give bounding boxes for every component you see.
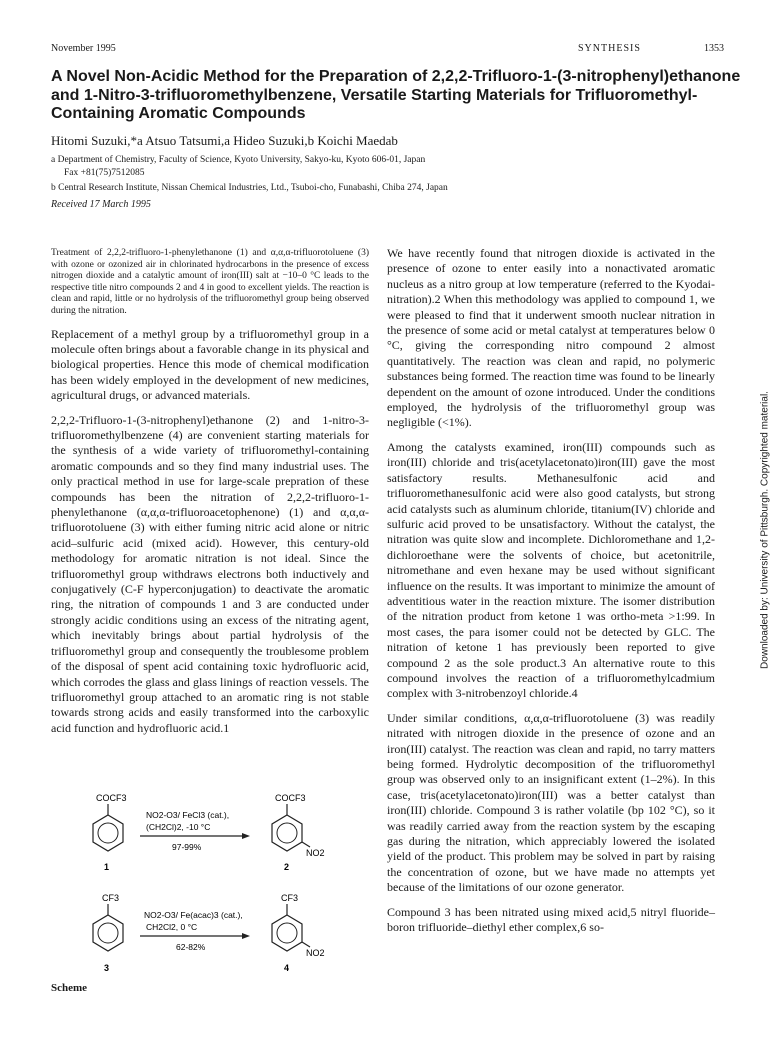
compound-2-nitro: NO2 [306,848,325,858]
affiliation-a: a Department of Chemistry, Faculty of Science, Kyoto University, Sakyo-ku, Kyoto 606-01, Japan [51,155,426,165]
author-list: Hitomi Suzuki,*a Atsuo Tatsumi,a Hideo Suzuki,b Koichi Maedab [51,133,398,148]
compound-1-number: 1 [104,862,110,872]
paragraph-background: 2,2,2-Trifluoro-1-(3-nitrophenyl)ethanone (2) and 1-nitro-3-trifluoromethylbenzene (4) are convenient starting materials for the synthesis of a wide variety of trifluoromethyl-containing aromatic compounds and so they find many industrial uses. The only practical method in use for large-scale prepration of these compounds has been the nitration of 2,2,2-trifluoro-1-phenylethanone (α,α,α-trifluoroacetophenone) (1) and α,α,α-trifluorotoluene (3) with either fuming nitric acid alone or nitric acid–sulfuric acid (mixed acid). However, this century-old methodology for aromatic nitration is not ideal. Since the trifluoromethyl group withdraws electrons both inductively and conjugatively (C-F hyperconjugation) to deactivate the aromatic ring, the nitration of compounds 1 and 3 are conducted under strongly acidic conditions using an excess of the nitrating agent, which inevitably brings about partial hydrolysis of the trifluoromethyl group and consequently the troublesome problem of the disposal of spent acid containing toxic hydrofluoric acid, which corrodes the glass and glass linings of reaction vessels. The trifluoromethyl group attached to an aromatic ring is not stable towards strong acids and easily transformed into the carboxylic acid function and hydrofluoric acid.1 [51,412,369,735]
reaction-scheme [60,790,370,980]
paragraph-intro: Replacement of a methyl group by a trifluoromethyl group in a molecule often brings about a favorable change in its physical and biological properties. Hence this mode of chemical modification has been widely employed in the development of new medicines, agricultural drugs, or advanced materials. [51,326,369,403]
scheme-label: Scheme [51,982,88,994]
header-date: November 1995 [51,43,116,54]
reaction-2-condition-reagents: NO2-O3/ Fe(acac)3 (cat.), [144,910,243,920]
compound-2-structure [272,793,325,872]
compound-4-substituent: CF3 [281,893,299,903]
compound-1-structure [93,793,127,872]
header-journal: SYNTHESIS [578,43,641,54]
compound-2-number: 2 [284,862,290,872]
download-notice [752,360,778,700]
download-notice-text: Downloaded by: University of Pittsburgh. Copyrighted material. [759,391,771,669]
compound-4-number: 4 [284,963,290,973]
compound-3-structure [93,893,123,973]
reaction-1-condition-reagents: NO2-O3/ FeCl3 (cat.), [146,810,230,820]
reaction-1-yield: 97-99% [172,842,202,852]
reaction-2-yield: 62-82% [176,942,206,952]
right-column [387,246,715,935]
compound-1-substituent: COCF3 [96,793,127,803]
arrowhead-1 [242,833,250,839]
compound-4-nitro: NO2 [306,948,325,958]
affiliation-b: b Central Research Institute, Nissan Chemical Industries, Ltd., Tsuboi-cho, Funabashi, Chiba 274, Japan [51,183,448,193]
left-column [51,248,369,745]
article-title: A Novel Non-Acidic Method for the Preparation of 2,2,2-Trifluoro-1-(3-nitrophenyl)ethanone and 1-Nitro-3-trifluoromethylbenzene, Versatile Starting Materials for Trifluoromethyl-Containing Aromatic Compounds [51,68,741,122]
compound-2-substituent: COCF3 [275,793,306,803]
paragraph-prior-nitration: Compound 3 has been nitrated using mixed acid,5 nitryl fluoride–boron trifluoride–diethyl ether complex,6 so- [387,904,715,935]
fax-number: Fax +81(75)7512085 [64,168,145,178]
arrowhead-2 [242,933,250,939]
reaction-2-condition-solvent: CH2Cl2, 0 °C [146,922,198,932]
reaction-1-condition-solvent: (CH2Cl)2, -10 °C [146,822,211,832]
received-date: Received 17 March 1995 [51,199,151,210]
compound-3-substituent: CF3 [102,893,120,903]
compound-3-number: 3 [104,963,110,973]
compound-4-structure [272,893,325,973]
abstract: Treatment of 2,2,2-trifluoro-1-phenylethanone (1) and α,α,α-trifluorotoluene (3) with ozone or ozonized air in chlorinated hydrocarbons in the presence of excess nitrogen dioxide and a catalytic amount of iron(III) salt at −10–0 °C leads to the respective title nitro compounds 2 and 4 in good to excellent yields. The reaction is clean and rapid, little or no hydrolysis of the trifluoromethyl group being observed during the nitration. [51,248,369,316]
paragraph-trifluorotoluene: Under similar conditions, α,α,α-trifluorotoluene (3) was readily nitrated with nitrogen dioxide in the presence of ozone and an iron(III) catalyst. The reaction was clean and rapid, no tarry matters being formed. Hydrolytic decomposition of the trifluoromethyl group was observed only to an insignificant extent (1–2%). In this case, tris(acetylacetonato)iron(III) was a better catalyst than iron(III) chloride. Compound 3 is rather volatile (bp 102 °C), so it was readily carried away from the reaction system by the escaping gas during the nitration, which appreciably lowered the isolated yield of the product. This problem may be solved in part by raising the concentration of ozone, but we have made no attempts yet because of the limitations of our ozone generator. [387,710,715,895]
paragraph-catalysts: Among the catalysts examined, iron(III) compounds such as iron(III) chloride and tris(acetylacetonato)iron(III) gave the most satisfactory results. Methanesulfonic acid and trifluoromethanesulfonic acid were also good catalysts, but strong acid catalysts such as aluminum chloride, titanium(IV) chloride and sulfuric acid proved to be unsatisfactory. Without the catalyst, the nitration was quite slow and incomplete. Dichloromethane and 1,2-dichloroethane were the solvents of choice, but acetonitrile, nitromethane and even hexane may be used without significant influence on the results. It was important to minimize the amount of adventitious water in the reaction mixture. The isomer distribution of the nitration product from ketone 1 was ortho-meta >1:99. In most cases, the para isomer could not be detected by GLC. The nitration of ketone 1 has previously been reported to give compound 2 as the sole product.3 An alternative route to this compound involves the reaction of a trifluoromethylcadmium complex with 3-nitrobenzoyl chloride.4 [387,439,715,701]
header-page-number: 1353 [704,43,724,54]
paragraph-kyodai-nitration: We have recently found that nitrogen dioxide is activated in the presence of ozone to enter easily into a nonactivated aromatic nucleus as a nitro group at low temperature (referred to the Kyodai-nitration).2 When this methodology was applied to compound 1, we were pleased to find that it underwent smooth nuclear nitration in the presence of some acid or metal catalyst at temperatures below 0 °C, giving the corresponding nitro compound 2 almost quantitatively. The reaction was clean and rapid, no polymeric substances being formed. The reaction time was found to be linearly dependent on the amount of ozone introduced. Under the conditions employed, the hydrolysis of the trifluoromethyl group was negligible (<1%). [387,246,716,430]
